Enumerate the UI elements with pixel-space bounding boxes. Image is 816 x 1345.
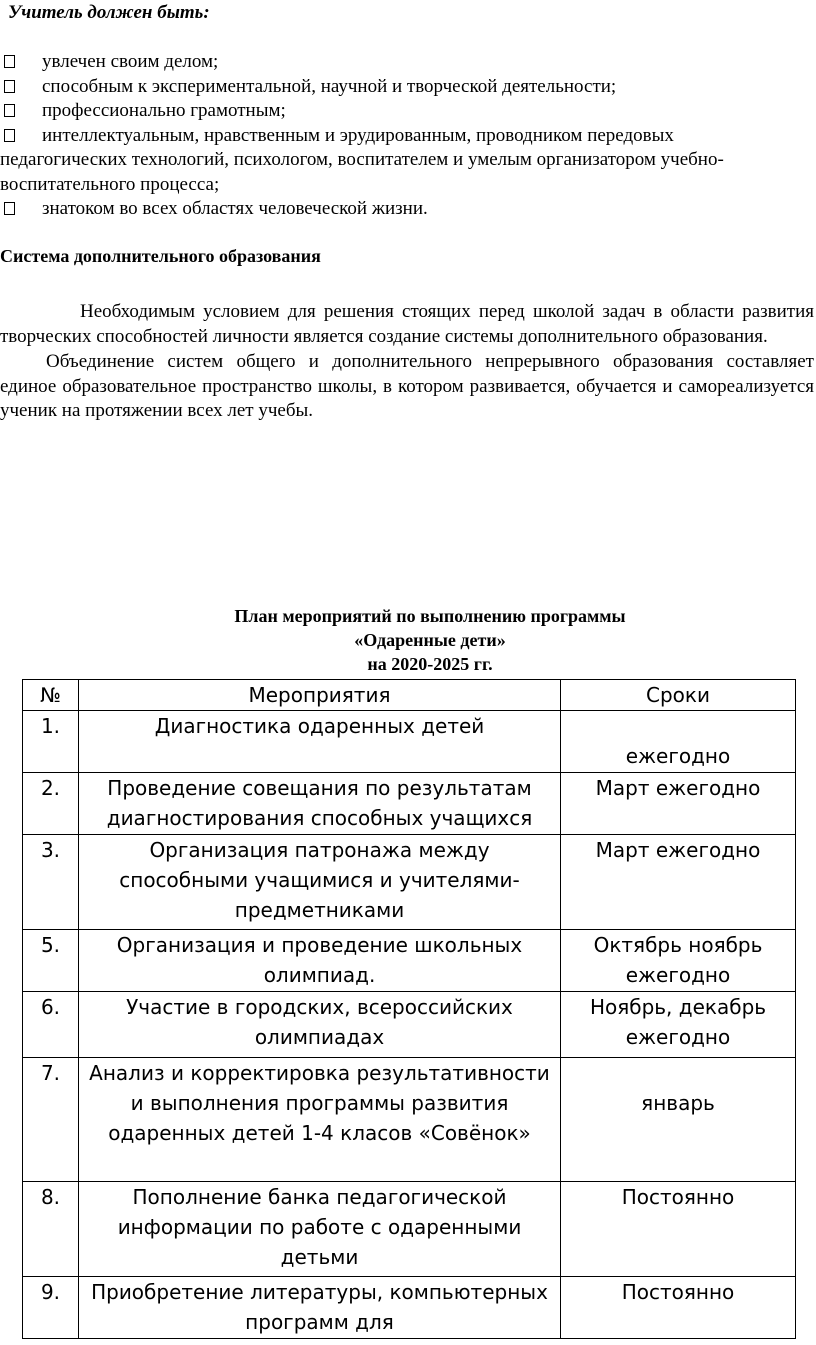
teacher-heading: Учитель должен быть: <box>8 2 210 23</box>
row-number: 5. <box>23 930 79 992</box>
table-row <box>23 992 796 1058</box>
row-event: Пополнение банка педагогической информации по работе с одаренными детьми <box>79 1182 561 1277</box>
row-number: 1. <box>23 711 79 773</box>
row-term: ежегодно <box>561 711 796 773</box>
row-term: Ноябрь, декабрь ежегодно <box>561 992 796 1058</box>
plan-table <box>22 679 796 1339</box>
additional-education-text <box>0 300 814 424</box>
row-event: Организация патронажа между способными учащимися и учителями-предметниками <box>79 835 561 930</box>
row-number: 7. <box>23 1058 79 1182</box>
bullet-item: увлечен своим делом; <box>0 50 814 75</box>
bullet-item: интеллектуальным, нравственным и эрудированным, проводником передовых <box>0 124 814 149</box>
row-event: Организация и проведение школьных олимпиад. <box>79 930 561 992</box>
row-number: 8. <box>23 1182 79 1277</box>
column-header-term: Сроки <box>561 680 796 711</box>
row-event: Приобретение литературы, компьютерных программ для <box>79 1277 561 1339</box>
table-row <box>23 1182 796 1277</box>
row-number: 9. <box>23 1277 79 1339</box>
row-number: 2. <box>23 773 79 835</box>
bullet-item: способным к экспериментальной, научной и творческой деятельности; <box>0 75 814 100</box>
row-term: Постоянно <box>561 1277 796 1339</box>
bullet-item: знатоком во всех областях человеческой жизни. <box>0 197 814 222</box>
table-row <box>23 1058 796 1182</box>
teacher-bullet-list <box>0 50 814 222</box>
row-term: Март ежегодно <box>561 835 796 930</box>
column-header-event: Мероприятия <box>79 680 561 711</box>
table-row <box>23 1277 796 1339</box>
bullet-item: профессионально грамотным; <box>0 99 814 124</box>
row-event: Диагностика одаренных детей <box>79 711 561 773</box>
checkbox-icon <box>4 104 15 117</box>
row-event: Анализ и корректировка результативности и выполнения программы развития одаренных детей 1-4 класов «Совёнок» <box>79 1058 561 1182</box>
plan-title: План мероприятий по выполнению программы «Одаренные дети» на 2020-2025 гг. <box>234 606 626 674</box>
row-number: 6. <box>23 992 79 1058</box>
bullet-continuation: педагогических технологий, психологом, воспитателем и умелым организатором учебно- <box>0 149 724 170</box>
paragraph: Объединение систем общего и дополнительного непрерывного образования составляет единое образовательное пространство школы, в котором развивается, обучается и самореализуется ученик на протяжении всех лет учебы. <box>0 351 814 421</box>
paragraph: Необходимым условием для решения стоящих перед школой задач в области развития творческих способностей личности является создание системы дополнительного образования. <box>0 301 814 347</box>
table-row <box>23 835 796 930</box>
checkbox-icon <box>4 129 15 142</box>
row-term: Октябрь ноябрь ежегодно <box>561 930 796 992</box>
table-header-row <box>23 680 796 711</box>
table-row <box>23 930 796 992</box>
row-event: Проведение совещания по результатам диагностирования способных учащихся <box>79 773 561 835</box>
row-term: Постоянно <box>561 1182 796 1277</box>
column-header-num: № <box>23 680 79 711</box>
additional-education-heading: Система дополнительного образования <box>0 246 321 266</box>
checkbox-icon <box>4 202 15 215</box>
bullet-continuation: воспитательного процесса; <box>0 173 220 195</box>
row-event: Участие в городских, всероссийских олимпиадах <box>79 992 561 1058</box>
row-term: январь <box>561 1058 796 1182</box>
checkbox-icon <box>4 80 15 93</box>
table-row <box>23 711 796 773</box>
row-term: Март ежегодно <box>561 773 796 835</box>
row-number: 3. <box>23 835 79 930</box>
checkbox-icon <box>4 55 15 68</box>
table-row <box>23 773 796 835</box>
